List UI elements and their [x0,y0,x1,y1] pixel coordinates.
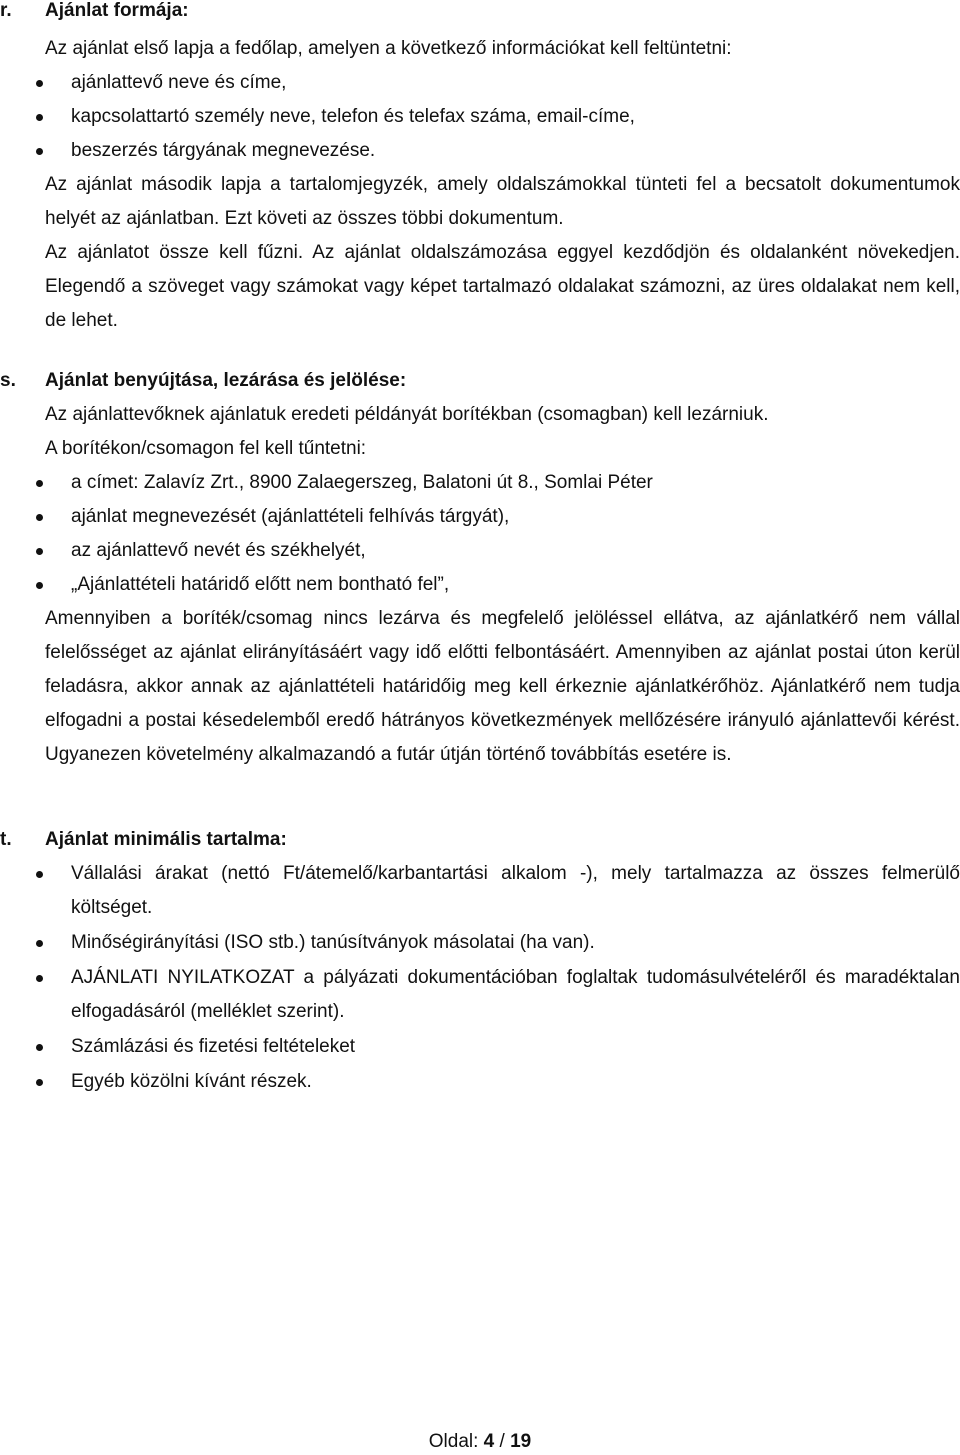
list-item: a címet: Zalavíz Zrt., 8900 Zalaegerszeg, Balatoni út 8., Somlai Péter [71,466,960,500]
section-intro-2: A borítékon/csomagon fel kell tűntetni: [45,438,367,459]
section-title: Ajánlat minimális tartalma: [45,829,287,850]
page-separator: / [499,1431,505,1452]
list-item: Minőségirányítási (ISO stb.) tanúsítványok másolatai (ha van). [71,926,960,960]
section-offer-minimum-content [0,827,960,1100]
bullet-icon [36,1044,43,1051]
list-item: Számlázási és fizetési feltételeket [71,1030,960,1064]
bullet-icon [36,871,43,878]
list-item: ajánlattevő neve és címe, [71,66,960,100]
section-heading [0,368,960,394]
bullet-icon [36,975,43,982]
bullet-icon [36,114,43,121]
section-letter: t. [0,829,12,850]
list-item: ajánlat megnevezését (ajánlattételi felhívás tárgyát), [71,500,960,534]
section-letter: s. [0,370,16,391]
bullet-icon [36,940,43,947]
bullet-icon [36,582,43,589]
bullet-icon [36,148,43,155]
section-title: Ajánlat benyújtása, lezárása és jelölése: [45,370,407,391]
section-heading [0,0,960,24]
paragraph: Amennyiben a boríték/csomag nincs lezárva és megfelelő jelöléssel ellátva, az ajánlatkérő nem vállal felelősséget az ajánlat elirányításáért vagy idő előtti felbontásáért. Amennyiben az ajánlat postai úton kerül feladásra, akkor annak az ajánlattételi határidőig meg kell érkeznie ajánlatkérőhöz. Ajánlatkérő nem tudja elfogadni a postai késedelemből eredő hátrányos következmények mellőzésére irányuló ajánlattevői kérést. Ugyanezen követelmény alkalmazandó a futár útján történő továbbítás esetére is. [45,608,960,765]
section-offer-format [0,0,960,338]
bullet-icon [36,548,43,555]
bullet-icon [36,80,43,87]
paragraph: Az ajánlat második lapja a tartalomjegyzék, amely oldalszámokkal tünteti fel a becsatolt dokumentumok helyét az ajánlatban. Ezt követi az összes többi dokumentum. [45,174,960,229]
section-offer-submission [0,368,960,772]
bullet-icon [36,1079,43,1086]
page-footer [0,1430,960,1454]
bullet-list [0,66,960,168]
list-item: kapcsolattartó személy neve, telefon és telefax száma, email-címe, [71,100,960,134]
page-current: 4 [483,1431,495,1452]
section-heading [0,827,960,853]
section-title: Ajánlat formája: [45,0,189,21]
bullet-list [0,857,960,1099]
list-item: az ajánlattevő nevét és székhelyét, [71,534,960,568]
page-total: 19 [510,1431,532,1452]
section-intro: Az ajánlattevőknek ajánlatuk eredeti példányát borítékban (csomagban) kell lezárniuk. [45,404,769,425]
list-item: Vállalási árakat (nettó Ft/átemelő/karbantartási alkalom -), mely tartalmazza az összes felmerülő költséget. [71,857,960,925]
list-item: „Ajánlattételi határidő előtt nem bontható fel”, [71,568,960,602]
bullet-icon [36,480,43,487]
section-intro: Az ajánlat első lapja a fedőlap, amelyen a következő információkat kell feltüntetni: [45,38,732,59]
list-item: AJÁNLATI NYILATKOZAT a pályázati dokumentációban foglaltak tudomásulvételéről és maradéktalan elfogadásáról (melléklet szerint). [71,961,960,1029]
paragraph: Az ajánlatot össze kell fűzni. Az ajánlat oldalszámozása eggyel kezdődjön és oldalanként növekedjen. Elegendő a szöveget vagy számokat vagy képet tartalmazó oldalakat számozni, az üres oldalakat nem kell, de lehet. [45,242,960,331]
page-label: Oldal: [428,1431,479,1452]
bullet-icon [36,514,43,521]
list-item: beszerzés tárgyának megnevezése. [71,134,960,168]
list-item: Egyéb közölni kívánt részek. [71,1065,960,1099]
bullet-list [0,466,960,602]
section-letter: r. [0,0,12,21]
